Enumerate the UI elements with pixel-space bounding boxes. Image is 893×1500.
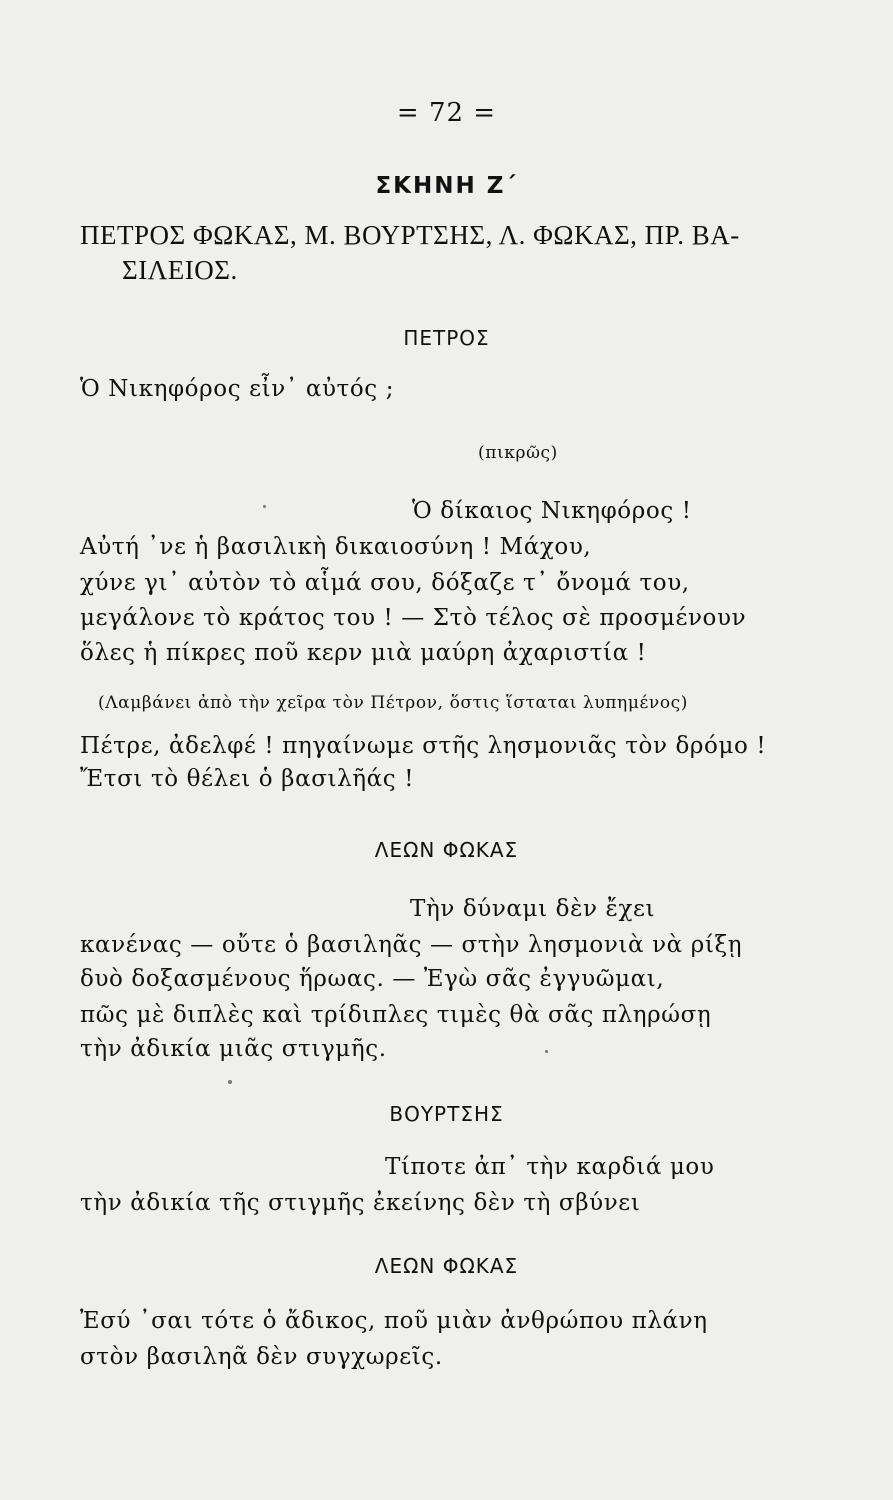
speaker-leon-fokas-1: ΛΕΩΝ ΦΩΚΑΣ <box>374 838 519 862</box>
paper-speck <box>545 1050 548 1053</box>
speaker-leon-fokas-2: ΛΕΩΝ ΦΩΚΑΣ <box>374 1254 519 1278</box>
leon-line-1: Τὴν δύναμι δὲν ἔχει <box>410 896 656 922</box>
leon2-line-2: στὸν βασιληᾶ δὲν συγχωρεῖς. <box>80 1344 443 1370</box>
petros-line-8: Ἔτσι τὸ θέλει ὁ βασιλῆάς ! <box>80 766 415 792</box>
petros-line-1: Ὁ Νικηφόρος εἶν᾽ αὐτός ; <box>80 376 395 402</box>
cast-list-line-1: ΠΕΤΡΟΣ ΦΩΚΑΣ, Μ. ΒΟΥΡΤΣΗΣ, Λ. ΦΩΚΑΣ, ΠΡ. ΒΑ- <box>80 220 740 250</box>
stage-direction-takes-hand: (Λαμβάνει ἀπὸ τὴν χεῖρα τὸν Πέτρον, ὅστις ἵσταται λυπημένος) <box>98 693 689 713</box>
petros-line-7: Πέτρε, ἀδελφέ ! πηγαίνωμε στῆς λησμονιᾶς τὸν δρόμο ! <box>80 733 767 759</box>
petros-line-6: ὅλες ἡ πίκρες ποῦ κερν μιὰ μαύρη ἀχαριστία ! <box>80 640 647 666</box>
cast-list-line-2: ΣΙΛΕΙΟΣ. <box>122 255 238 285</box>
speaker-vourtsis: ΒΟΥΡΤΣΗΣ <box>389 1102 504 1126</box>
petros-line-4: χύνε γι᾽ αὐτὸν τὸ αἷμά σου, δόξαζε τ᾽ ὄνομά του, <box>80 570 690 596</box>
speaker-petros: ΠΕΤΡΟΣ <box>403 326 490 350</box>
leon-line-3: δυὸ δοξασμένους ἥρωας. — Ἐγὼ σᾶς ἐγγυῶμαι, <box>80 966 665 992</box>
page-number: = 72 = <box>396 98 497 128</box>
petros-line-2: Ὁ δίκαιος Νικηφόρος ! <box>412 498 692 524</box>
leon-line-5: τὴν ἀδικία μιᾶς στιγμῆς. <box>80 1036 387 1062</box>
leon2-line-1: Ἐσύ ᾽σαι τότε ὁ ἄδικος, ποῦ μιὰν ἀνθρώπου πλάνη <box>80 1308 708 1334</box>
leon-line-4: πῶς μὲ διπλὲς καὶ τρίδιπλες τιμὲς θὰ σᾶς πληρώσῃ <box>80 1002 712 1028</box>
scene-title: ΣΚΗΝΗ Ζ΄ <box>375 173 518 199</box>
paper-speck <box>263 505 266 508</box>
stage-direction-bitterly: (πικρῶς) <box>478 443 558 463</box>
leon-line-2: κανένας — οὔτε ὁ βασιληᾶς — στὴν λησμονιὰ νὰ ρίξῃ <box>80 932 743 958</box>
petros-line-3: Αὐτή ᾽νε ἡ βασιλικὴ δικαιοσύνη ! Μάχου, <box>80 534 592 560</box>
petros-line-5: μεγάλονε τὸ κράτος του ! — Στὸ τέλος σὲ προσμένουν <box>80 605 747 631</box>
vourtsis-line-1: Τίποτε ἀπ᾽ τὴν καρδιά μου <box>385 1154 715 1180</box>
paper-speck <box>228 1080 232 1084</box>
vourtsis-line-2: τὴν ἀδικία τῆς στιγμῆς ἐκείνης δὲν τὴ σβύνει <box>80 1190 641 1216</box>
